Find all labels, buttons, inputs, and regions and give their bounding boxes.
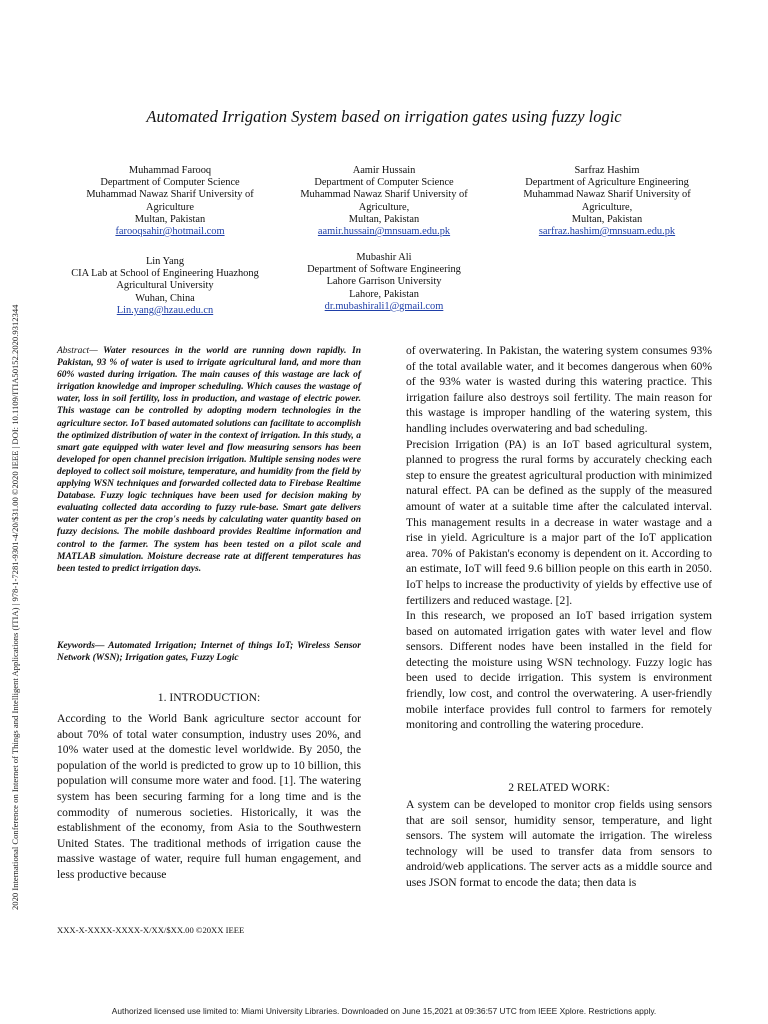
author-location: Lahore, Pakistan [349, 288, 419, 300]
author-affiliation: Agricultural University [116, 280, 214, 292]
author-name: Sarfraz Hashim [574, 165, 640, 176]
author-email-link[interactable]: Lin.yang@hzau.edu.cn [116, 304, 214, 316]
author-affiliation: Muhammad Nawaz Sharif University of [300, 189, 468, 201]
author-affiliation: Department of Computer Science [100, 177, 240, 189]
author-affiliation: Agriculture [146, 201, 194, 213]
author-location: Multan, Pakistan [348, 213, 420, 225]
author-location: Multan, Pakistan [571, 213, 643, 225]
author-affiliation: Lahore Garrison University [326, 276, 442, 288]
copyright-footer: XXX-X-XXXX-XXXX-X/XX/$XX.00 ©20XX IEEE [57, 925, 245, 935]
author-block-3 [502, 165, 712, 238]
paragraph: In this research, we proposed an IoT based irrigation system based on automated irrigation gates with water level and flow sensors. Different nodes have been installed in the field for detecting the moisture using WSN technology. Fuzzy logic has been used to decide irrigation. This system is environment friendly, low cost, and control the overwatering. A user-friendly mobile interface provides full control to farmers for remotely monitoring and controlling the watering procedure. [406, 609, 712, 732]
author-name: Muhammad Farooq [128, 165, 212, 176]
author-block-5 [284, 252, 484, 313]
author-block-2 [284, 165, 484, 238]
author-affiliation: Agriculture, [581, 201, 633, 213]
right-column [406, 343, 712, 733]
paragraph: Precision Irrigation (PA) is an IoT based agricultural system, planned to progress the rural forms by accurately checking each step to ensure the greatest agricultural production with minimized natural effect. PA can be defined as the supply of the measured amount of water at a suitable time after the calculated interval. This management results in a decrease in water wastage and a rise in yield. Agriculture is a major part of the IoT application area. 70% of Pakistan's economy is dependent on it. According to an estimate, IoT will feed 9.6 billion people on this earth in 2050. IoT helps to increase the productivity of yields by effective use of fertilizers and reduced wastage. [2]. [406, 437, 712, 607]
author-affiliation: Muhammad Nawaz Sharif University of [523, 189, 691, 201]
author-email-link[interactable]: farooqsahir@hotmail.com [115, 226, 225, 238]
abstract [57, 345, 361, 575]
abstract-label: Abstract— [57, 346, 98, 356]
section-heading-related-work: 2 RELATED WORK: [508, 781, 610, 794]
license-notice: Authorized licensed use limited to: Miami University Libraries. Downloaded on June 15,2021 at 09:36:57 UTC from IEEE Xplore. Restrictions apply. [111, 1006, 657, 1016]
author-affiliation: Department of Software Engineering [307, 264, 461, 276]
conference-doi-note: 2020 International Conference on Internet of Things and Intelligent Applications (ITIA) | 978-1-7281-9301-4/20/$31.00 ©2020 IEEE | DOI: 10.1109/ITIA50152.2020.9312344 [10, 304, 20, 910]
introduction-text: According to the World Bank agriculture sector account for about 70% of total water consumption, industry uses 20%, and 10% water used at the domestic level worldwide. By 2050, the population of the world is predicted to grow up to 10 billion, this population will consume more water and food. [1]. The watering system has been securing farming for a long time and is the commodity of numerous societies. Historically, it was the establishment of the economy, from Asia to the Southwestern United States. The traditional methods of irrigation cause the massive wastage of water, require full human engagement, and less productive because [57, 712, 361, 881]
author-email-link[interactable]: dr.mubashirali1@gmail.com [324, 300, 444, 312]
author-email-link[interactable]: sarfraz.hashim@mnsuam.edu.pk [538, 226, 676, 238]
author-affiliation: Department of Agriculture Engineering [525, 177, 689, 189]
author-block-4 [55, 256, 275, 317]
author-location: Wuhan, China [135, 292, 195, 304]
paragraph: of overwatering. In Pakistan, the watering system consumes 93% of the total available water, and it becomes dangerous when 60% of the 93% water is wasted during this watering practice. This irrigation failure also destroys soil fertility. The main reason for this wastage is improper handling of the watering system, this handling includes overwatering and bad scheduling. [406, 344, 712, 435]
author-block-1 [70, 165, 270, 238]
paper-title: Automated Irrigation System based on irrigation gates using fuzzy logic [146, 107, 622, 126]
keywords: Keywords— Automated Irrigation; Internet of things IoT; Wireless Sensor Network (WSN); Irrigation gates, Fuzzy Logic [57, 641, 361, 664]
author-affiliation: Agriculture, [358, 201, 410, 213]
author-name: Lin Yang [145, 256, 185, 267]
author-name: Mubashir Ali [356, 252, 412, 263]
abstract-text: Water resources in the world are running down rapidly. In Pakistan, 93 % of water is used to irrigate agricultural land, and more than 60% wasted during irrigation. The main causes of this wastage are lack of irrigation knowledge and improper scheduling. Which causes the wastage of water, loss in soil fertility, loss in production, and wastage of electric power. This wastage can be controlled by adopting modern technologies in the agriculture sector. IoT based automated solutions can facilitate to accomplish the optimized distribution of water in the context of irrigation. In this study, a smart gate equipped with water level and flow measuring sensors has been developed for open channel precision irrigation. Multiple sensing nodes were deployed to collect soil moisture, temperature, and humidity from the field by applying WSN techniques and forwarded collected data to Firebase Realtime Database. Fuzzy logic techniques have been used for decision making by evaluating collected data according to fuzzy rule-base. Smart gate delivers water content as per the crop's needs by calculating water quantity based on fuzzy decisions. The mobile dashboard provides Realtime information and control to the farmer. The system has been tested on a pilot scale and MATLAB simulation. Moisture decrease rate at different temperatures has been tested to predict irrigation days. [57, 346, 361, 574]
author-affiliation: CIA Lab at School of Engineering Huazhong [71, 268, 259, 280]
author-affiliation: Muhammad Nawaz Sharif University of [86, 189, 254, 201]
related-work-text: A system can be developed to monitor crop fields using sensors that are soil sensor, humidity sensor, temperature, and light sensors. The system will automate the irrigation. The wireless technology will be used to transfer data from sensors to android/web applications. The server acts as a middle source and uses JSON format to encode the data; then data is [406, 798, 712, 889]
section-heading-introduction: 1. INTRODUCTION: [157, 691, 261, 704]
author-affiliation: Department of Computer Science [314, 177, 454, 189]
author-email-link[interactable]: aamir.hussain@mnsuam.edu.pk [317, 226, 451, 238]
author-name: Aamir Hussain [352, 165, 416, 176]
author-location: Multan, Pakistan [134, 213, 206, 225]
